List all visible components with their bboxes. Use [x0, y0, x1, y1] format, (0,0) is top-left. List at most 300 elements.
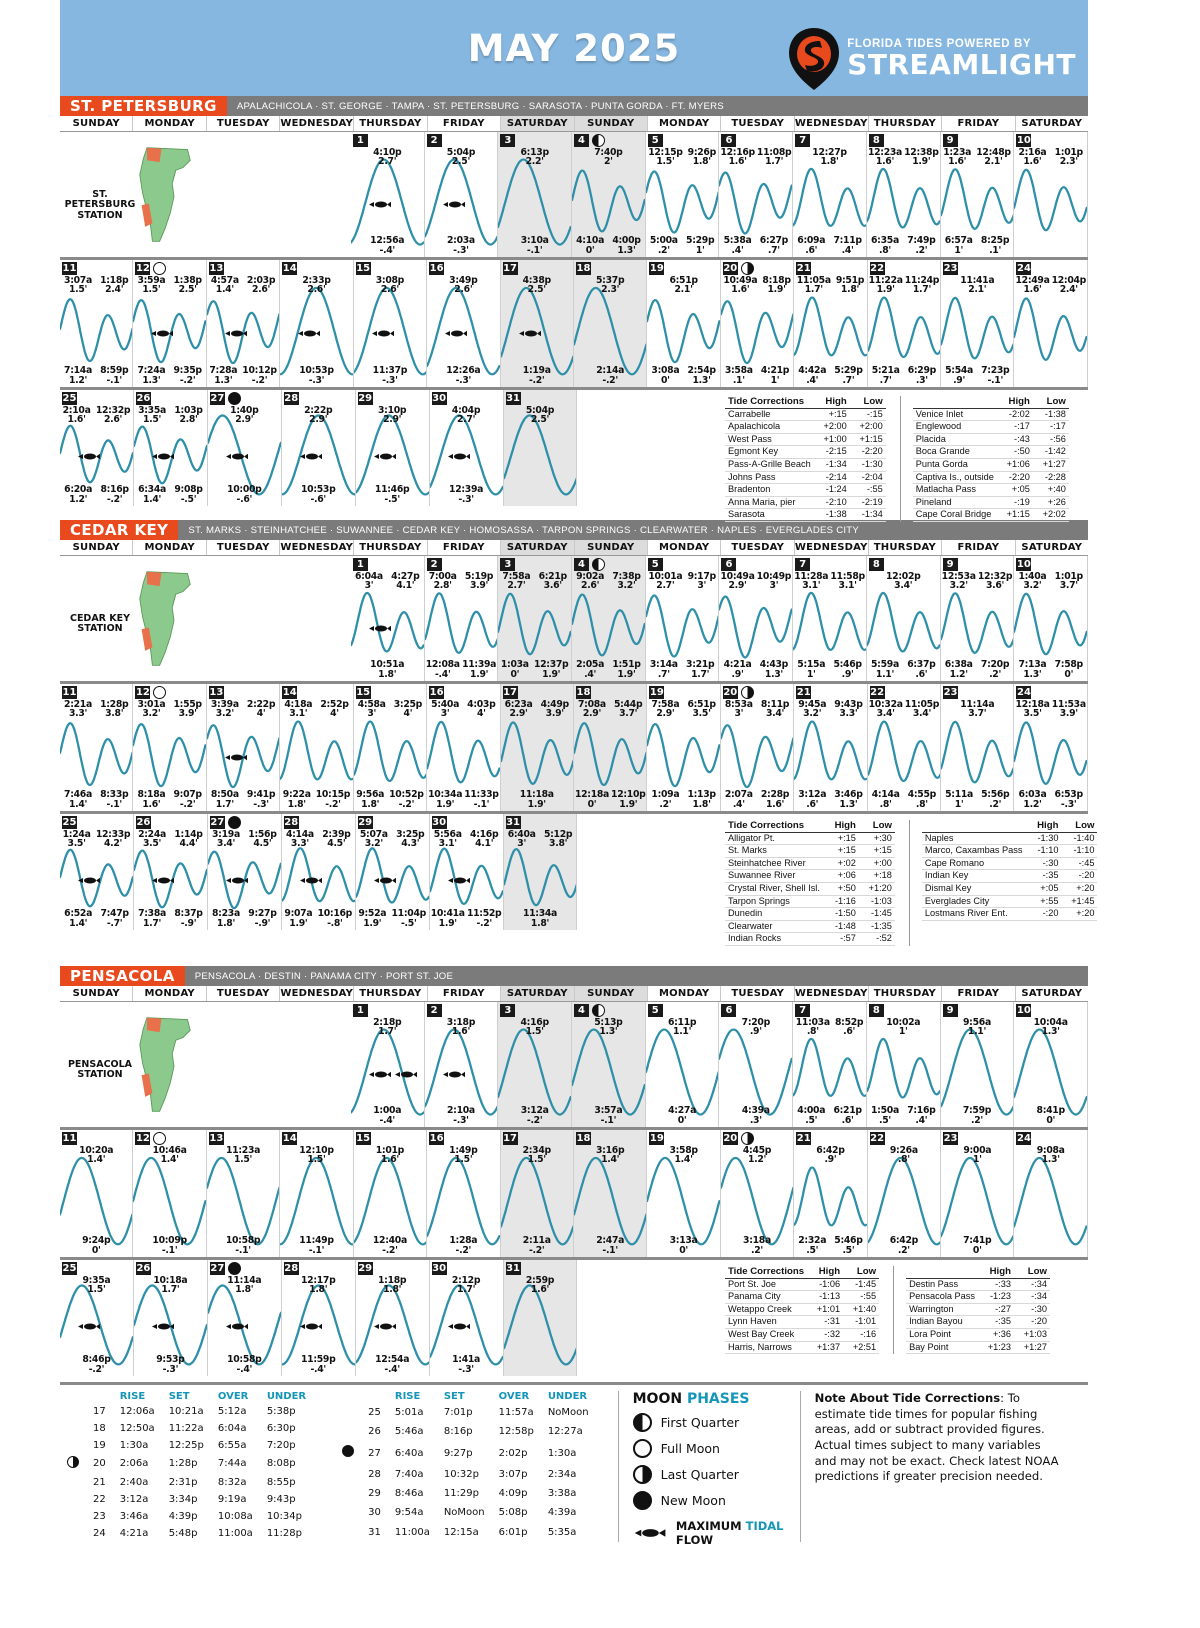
- tide-corrections-table: [725, 1266, 879, 1354]
- day-cell-21[interactable]: [794, 260, 867, 387]
- tide-curve: [354, 260, 426, 387]
- day-cell-22[interactable]: [868, 260, 941, 387]
- high-tide-height: 2.4': [105, 284, 124, 296]
- low-tide-time: 8:59p: [100, 365, 129, 377]
- max-tidal-flow-marker: [152, 872, 174, 881]
- day-cell-30[interactable]: [430, 814, 504, 930]
- day-cell-25[interactable]: [60, 814, 134, 930]
- moon-phase-legend-item: [633, 1491, 800, 1510]
- day-number: 26: [136, 393, 151, 404]
- correction-low: +1:20: [859, 882, 895, 895]
- low-tide-time: 7:38a: [138, 908, 166, 920]
- moon-phases-legend: [618, 1391, 800, 1547]
- weekday-header-tuesday-9: TUESDAY: [721, 540, 794, 555]
- table-header-row: [725, 396, 886, 408]
- moon-rise: 2:06a: [119, 1458, 149, 1470]
- day-cell-10[interactable]: [1014, 132, 1088, 257]
- low-tide-height: 1.3': [1023, 668, 1042, 680]
- high-tide-time: 2:18p: [373, 1017, 402, 1028]
- correction-location: Indian Rocks: [725, 933, 823, 946]
- day-cell-20[interactable]: [721, 260, 794, 387]
- day-cell-20[interactable]: [721, 1130, 794, 1257]
- rise-col-header: RISE: [394, 1391, 421, 1402]
- high-tide-time: 11:08p: [756, 147, 792, 158]
- high-tide-height: 1.9': [912, 156, 931, 168]
- day-number: 16: [429, 263, 444, 274]
- weekday-header-thursday-4: THURSDAY: [354, 986, 427, 1001]
- day-cell-6[interactable]: [719, 132, 793, 257]
- high-tide-height: 1.6': [1023, 156, 1042, 168]
- day-number: 11: [62, 687, 77, 698]
- day-cell-18[interactable]: [574, 260, 647, 387]
- day-cell-18[interactable]: [574, 1130, 647, 1257]
- day-cell-19[interactable]: [647, 260, 720, 387]
- day-cell-28[interactable]: [282, 390, 356, 506]
- high-tide-time: 9:26p: [687, 147, 716, 158]
- tide-curve: [133, 684, 205, 811]
- low-tide-time: 5:56p: [981, 789, 1010, 801]
- low-tide-time: 10:41a: [430, 908, 465, 920]
- low-tide-height: -.2': [528, 1244, 545, 1256]
- day-cell-9[interactable]: [941, 556, 1015, 681]
- day-cell-5[interactable]: [646, 556, 720, 681]
- weekday-header-saturday-13: SATURDAY: [1016, 116, 1088, 131]
- high-tide-height: 1.5': [142, 414, 162, 426]
- low-tide-height: -.3': [1060, 798, 1077, 810]
- day-cell-23[interactable]: [941, 260, 1014, 387]
- low-tide-time: 3:08a: [651, 365, 680, 377]
- day-number: 22: [870, 263, 885, 274]
- day-number: 21: [796, 687, 811, 698]
- high-tide-height: 1.7': [457, 1284, 476, 1296]
- corrections-low-header: Low: [1014, 1266, 1050, 1278]
- tide-curve: [425, 556, 498, 681]
- low-tide-height: .2': [915, 244, 928, 256]
- weekday-header-monday-1: MONDAY: [133, 986, 206, 1001]
- day-cell-12[interactable]: [133, 260, 206, 387]
- low-tide-time: 6:20a: [64, 484, 93, 496]
- moon-under: 5:35a: [547, 1526, 577, 1538]
- day-cell-25[interactable]: [60, 1260, 134, 1376]
- day-cell-18[interactable]: [574, 684, 647, 811]
- high-tide-time: 2:10a: [62, 405, 91, 416]
- high-tide-time: 8:11p: [760, 699, 790, 710]
- day-cell-30[interactable]: [430, 390, 504, 506]
- fish-icon: [445, 329, 467, 338]
- low-tide-height: -.2': [179, 798, 196, 810]
- correction-high: +1:23: [978, 1341, 1014, 1354]
- high-tide-height: 2.3': [1059, 156, 1078, 168]
- day-cell-8[interactable]: [867, 132, 941, 257]
- day-cell-4[interactable]: [572, 556, 646, 681]
- day-cell-23[interactable]: [941, 1130, 1014, 1257]
- correction-high: -1:16: [823, 895, 859, 908]
- day-cell-5[interactable]: [646, 132, 720, 257]
- low-tide-time: 4:00p: [612, 235, 641, 247]
- day-cell-7[interactable]: [793, 556, 867, 681]
- day-cell-25[interactable]: [60, 390, 134, 506]
- day-cell-3[interactable]: [498, 556, 572, 681]
- day-cell-29[interactable]: [356, 1260, 430, 1376]
- table-row: [60, 1420, 313, 1437]
- low-tide-time: 7:59p: [962, 1105, 992, 1117]
- correction-location: Clearwater: [725, 920, 823, 933]
- day-number: 29: [358, 817, 373, 828]
- low-tide-height: 1.3': [142, 374, 161, 386]
- high-tide-time: 4:03p: [467, 699, 496, 710]
- corrections-title: Tide Corrections: [725, 820, 823, 832]
- low-tide-height: 1.9': [542, 668, 561, 680]
- day-cell-9[interactable]: [941, 1002, 1015, 1127]
- max-tidal-flow-marker: [300, 448, 322, 457]
- high-tide-height: 2.5': [527, 284, 546, 296]
- correction-location: Boca Grande: [913, 446, 997, 459]
- high-tide-height: 3.9': [469, 580, 489, 592]
- corrections-right-column: [900, 396, 1069, 522]
- high-tide-height: 4': [330, 708, 339, 720]
- moon-rise: 1:30a: [119, 1439, 149, 1451]
- weekday-header-thursday-11: THURSDAY: [869, 986, 942, 1001]
- low-tide-height: -.1': [308, 1244, 325, 1256]
- low-tide-time: 3:12a: [520, 1105, 549, 1117]
- low-tide-time: 3:14a: [649, 659, 678, 671]
- correction-low: +1:27: [1033, 458, 1069, 471]
- day-cell-15[interactable]: [354, 260, 427, 387]
- day-cell-6[interactable]: [719, 1002, 793, 1127]
- day-cell-12[interactable]: [133, 1130, 206, 1257]
- correction-low: -1:10: [1061, 845, 1097, 858]
- day-cell-7[interactable]: [793, 132, 867, 257]
- phase-cell: [335, 1403, 361, 1422]
- high-tide-height: 3.9': [178, 708, 197, 720]
- corrections-left-column: [725, 820, 895, 946]
- day-col-header: [86, 1391, 113, 1403]
- low-tide-time: 5:46p: [834, 1235, 863, 1247]
- low-tide-time: 11:49p: [299, 1235, 334, 1247]
- day-cell-11[interactable]: [60, 1130, 133, 1257]
- high-tide-height: 3.5': [692, 708, 711, 720]
- high-tide-time: 3:39a: [210, 699, 239, 710]
- low-tide-time: 7:28a: [209, 365, 238, 377]
- day-cell-9[interactable]: [941, 132, 1015, 257]
- day-cell-10[interactable]: [1014, 556, 1088, 681]
- day-cell-24[interactable]: [1014, 260, 1087, 387]
- table-row: [335, 1523, 595, 1542]
- day-cell-30[interactable]: [430, 1260, 504, 1376]
- station-title-bar: [60, 520, 1088, 540]
- correction-high: +:50: [823, 882, 859, 895]
- high-tide-time: 1:24a: [62, 829, 91, 840]
- table-row: [725, 1303, 879, 1316]
- low-tide-height: 1.9': [527, 798, 546, 810]
- low-tide-time: 3:58a: [724, 365, 753, 377]
- day-number: 2: [427, 1004, 442, 1017]
- low-tide-height: -.9': [180, 917, 197, 929]
- day-cell-14[interactable]: [280, 1130, 353, 1257]
- high-tide-time: 11:28a: [794, 571, 829, 582]
- moon-phase-icon-last: [633, 1465, 652, 1484]
- day-cell-23[interactable]: [941, 684, 1014, 811]
- day-number: 9: [943, 558, 958, 571]
- high-tide-time: 10:04a: [1033, 1017, 1068, 1028]
- corrections-low-header: Low: [1033, 396, 1069, 408]
- low-tide-height: 1.2': [69, 493, 88, 505]
- high-tide-time: 11:24p: [904, 275, 940, 286]
- low-tide-time: 10:53p: [299, 365, 334, 377]
- day-cell-26[interactable]: [134, 814, 208, 930]
- high-tide-height: 1.4': [601, 1154, 620, 1166]
- day-cell-8[interactable]: [867, 556, 941, 681]
- tide-curve: [719, 1002, 792, 1127]
- tide-curve: [504, 390, 577, 506]
- correction-low: -:15: [850, 408, 886, 421]
- high-tide-time: 11:05p: [904, 699, 940, 710]
- day-cell-17[interactable]: [501, 260, 574, 387]
- correction-location: Everglades City: [922, 895, 1026, 908]
- moon-set: 11:22a: [168, 1422, 204, 1434]
- weekday-header-sunday-7: SUNDAY: [575, 986, 648, 1001]
- low-tide-height: 1.8': [530, 917, 550, 929]
- corrections-high-header: High: [1025, 820, 1061, 832]
- correction-low: -:45: [1061, 857, 1097, 870]
- moon-set: 10:21a: [168, 1405, 204, 1417]
- high-tide-time: 1:49p: [449, 1145, 478, 1156]
- correction-low: +1:03: [1014, 1328, 1050, 1341]
- day-number: 21: [796, 1133, 811, 1144]
- moon-day: 29: [368, 1488, 381, 1500]
- day-cell-28[interactable]: [282, 814, 356, 930]
- low-tide-time: 4:55p: [907, 789, 936, 801]
- high-tide-height: 2.9': [728, 580, 747, 592]
- low-tide-time: 8:25p: [980, 235, 1010, 247]
- low-tide-height: -.1': [235, 1244, 251, 1256]
- weekday-header-thursday-11: THURSDAY: [869, 540, 942, 555]
- tide-curve: [646, 132, 719, 257]
- high-tide-time: 12:38p: [904, 147, 939, 158]
- day-cell-16[interactable]: [427, 684, 500, 811]
- low-tide-time: 10:00p: [227, 484, 262, 496]
- day-cell-12[interactable]: [133, 684, 206, 811]
- low-tide-height: .2': [989, 668, 1002, 680]
- low-tide-height: .2': [897, 1244, 910, 1256]
- table-row: [922, 882, 1098, 895]
- high-tide-height: 1.6': [380, 1154, 399, 1166]
- low-tide-height: 1.2': [1023, 798, 1042, 810]
- low-tide-time: 5:29p: [686, 235, 715, 247]
- weekday-header-friday-12: FRIDAY: [942, 540, 1015, 555]
- day-cell-24[interactable]: [1014, 1130, 1087, 1257]
- moon-rise: 5:01a: [394, 1406, 424, 1418]
- day-number: 7: [795, 558, 810, 571]
- brand-name: STREAMLIGHT: [847, 47, 1076, 81]
- phase-cell: [335, 1503, 361, 1522]
- low-tide-height: .6': [841, 1114, 854, 1126]
- phase-cell: [60, 1454, 86, 1475]
- moon-under: 10:34p: [266, 1510, 302, 1522]
- day-cell-26[interactable]: [134, 1260, 208, 1376]
- correction-high: -:32: [807, 1328, 843, 1341]
- day-cell-22[interactable]: [868, 1130, 941, 1257]
- day-number: 14: [282, 1133, 297, 1144]
- day-cell-21[interactable]: [794, 1130, 867, 1257]
- tide-curve: [572, 1002, 645, 1127]
- high-tide-height: 4': [403, 708, 413, 720]
- correction-high: -1:10: [1025, 845, 1061, 858]
- day-cell-1[interactable]: [351, 132, 425, 257]
- moon-set: 3:34p: [168, 1493, 198, 1505]
- high-tide-time: 12:53a: [941, 571, 976, 582]
- day-cell-10[interactable]: [1014, 1002, 1088, 1127]
- low-tide-height: 1': [806, 668, 816, 680]
- day-cell-29[interactable]: [356, 390, 430, 506]
- tide-curve: [1014, 132, 1087, 257]
- table-row: [913, 433, 1069, 446]
- high-tide-height: 2.1': [984, 156, 1003, 168]
- table-row: [725, 471, 886, 484]
- rise-col-header: RISE: [119, 1391, 146, 1402]
- day-cell-1[interactable]: [351, 1002, 425, 1127]
- high-tide-time: 6:21p: [538, 571, 567, 582]
- day-cell-16[interactable]: [427, 1130, 500, 1257]
- moon-set: 12:25p: [168, 1439, 204, 1451]
- high-tide-time: 9:08a: [1036, 1145, 1065, 1156]
- day-cell-21[interactable]: [794, 684, 867, 811]
- low-tide-height: 1.8': [378, 668, 397, 680]
- day-cell-6[interactable]: [719, 556, 793, 681]
- table-row: [922, 857, 1098, 870]
- day-cell-27[interactable]: [208, 1260, 282, 1376]
- low-tide-height: 1.8': [216, 917, 236, 929]
- max-tidal-flow-marker: [78, 872, 100, 881]
- low-tide-height: -.1': [473, 798, 490, 810]
- day-cell-15[interactable]: [354, 684, 427, 811]
- tide-week-row-2: [60, 684, 1088, 814]
- day-cell-24[interactable]: [1014, 684, 1087, 811]
- high-tide-height: 1.8': [692, 156, 711, 168]
- correction-low: -2:04: [850, 471, 886, 484]
- low-tide-time: 1:09a: [651, 789, 680, 801]
- low-tide-time: 6:53p: [1054, 789, 1083, 801]
- tide-curve: [646, 556, 719, 681]
- correction-location: Cape Coral Bridge: [913, 509, 997, 522]
- high-tide-height: 2.7': [378, 156, 397, 168]
- low-tide-height: 1.2': [68, 374, 88, 386]
- day-cell-19[interactable]: [647, 684, 720, 811]
- tide-curve: [207, 684, 279, 811]
- day-cell-19[interactable]: [647, 1130, 720, 1257]
- low-tide-height: .5': [878, 1114, 891, 1126]
- weekday-header-sunday-0: SUNDAY: [60, 116, 133, 131]
- day-cell-2[interactable]: [425, 132, 499, 257]
- day-cell-15[interactable]: [354, 1130, 427, 1257]
- moon-rise: 3:46a: [119, 1510, 149, 1522]
- high-tide-time: 3:08p: [375, 275, 405, 286]
- corrections-left-column: [725, 1266, 879, 1354]
- day-cell-22[interactable]: [868, 684, 941, 811]
- moon-phase-icon-new: [228, 392, 241, 405]
- table-row: [906, 1341, 1050, 1354]
- tide-curve: [498, 132, 571, 257]
- day-cell-17[interactable]: [501, 684, 574, 811]
- correction-location: Venice Inlet: [913, 408, 997, 421]
- low-tide-time: 7:58p: [1054, 659, 1083, 671]
- day-cell-31[interactable]: [504, 1260, 578, 1376]
- day-cell-1[interactable]: [351, 556, 425, 681]
- day-cell-20[interactable]: [721, 684, 794, 811]
- day-cell-2[interactable]: [425, 556, 499, 681]
- low-tide-height: .1': [732, 374, 745, 386]
- correction-low: -1:30: [850, 458, 886, 471]
- day-cell-13[interactable]: [207, 260, 280, 387]
- day-cell-7[interactable]: [793, 1002, 867, 1127]
- high-tide-height: 2.5': [451, 156, 470, 168]
- table-row: [725, 1328, 879, 1341]
- day-cell-2[interactable]: [425, 1002, 499, 1127]
- tide-week-row-1: [60, 132, 1088, 260]
- day-cell-11[interactable]: [60, 260, 133, 387]
- high-tide-height: 4.5': [327, 838, 346, 850]
- day-cell-31[interactable]: [504, 814, 578, 930]
- low-tide-time: 7:13a: [1018, 659, 1047, 671]
- high-tide-time: 9:02a: [576, 571, 605, 582]
- low-tide-time: 9:24p: [82, 1235, 111, 1247]
- day-cell-4[interactable]: [572, 1002, 646, 1127]
- low-tide-time: 6:52a: [64, 908, 93, 920]
- high-tide-height: 1.8': [383, 1284, 402, 1296]
- day-cell-16[interactable]: [427, 260, 500, 387]
- moon-phase-icon-last: [741, 262, 754, 275]
- low-tide-height: -.2': [106, 493, 123, 505]
- correction-high: -1:34: [814, 458, 850, 471]
- high-tide-time: 1:18p: [378, 1275, 407, 1286]
- day-cell-17[interactable]: [501, 1130, 574, 1257]
- day-cell-3[interactable]: [498, 1002, 572, 1127]
- day-cell-13[interactable]: [207, 1130, 280, 1257]
- correction-high: -1:48: [823, 920, 859, 933]
- day-cell-27[interactable]: [208, 390, 282, 506]
- high-tide-time: 1:01p: [1054, 571, 1083, 582]
- day-cell-14[interactable]: [280, 260, 353, 387]
- low-tide-height: 1.7': [215, 798, 234, 810]
- correction-location: St. Marks: [725, 845, 823, 858]
- day-cell-31[interactable]: [504, 390, 578, 506]
- fish-icon: [225, 753, 247, 762]
- day-number: 16: [429, 1133, 444, 1144]
- day-cell-5[interactable]: [646, 1002, 720, 1127]
- day-cell-4[interactable]: [572, 132, 646, 257]
- high-tide-height: 1.5': [454, 1154, 473, 1166]
- day-cell-26[interactable]: [134, 390, 208, 506]
- correction-location: Dunedin: [725, 908, 823, 921]
- day-cell-29[interactable]: [356, 814, 430, 930]
- table-row: [922, 845, 1098, 858]
- day-cell-13[interactable]: [207, 684, 280, 811]
- day-cell-11[interactable]: [60, 684, 133, 811]
- low-tide-time: 11:18a: [519, 789, 554, 801]
- day-cell-3[interactable]: [498, 132, 572, 257]
- low-tide-time: 5:38a: [723, 235, 752, 247]
- tide-corrections-table: [725, 820, 895, 946]
- day-cell-14[interactable]: [280, 684, 353, 811]
- weekday-header-tuesday-2: TUESDAY: [207, 540, 280, 555]
- day-cell-27[interactable]: [208, 814, 282, 930]
- moon-phases-title: [633, 1391, 800, 1407]
- weekday-header-friday-5: FRIDAY: [428, 116, 501, 131]
- day-cell-28[interactable]: [282, 1260, 356, 1376]
- day-cell-8[interactable]: [867, 1002, 941, 1127]
- low-tide-height: .4': [731, 244, 744, 256]
- high-tide-height: 2.6': [103, 414, 123, 426]
